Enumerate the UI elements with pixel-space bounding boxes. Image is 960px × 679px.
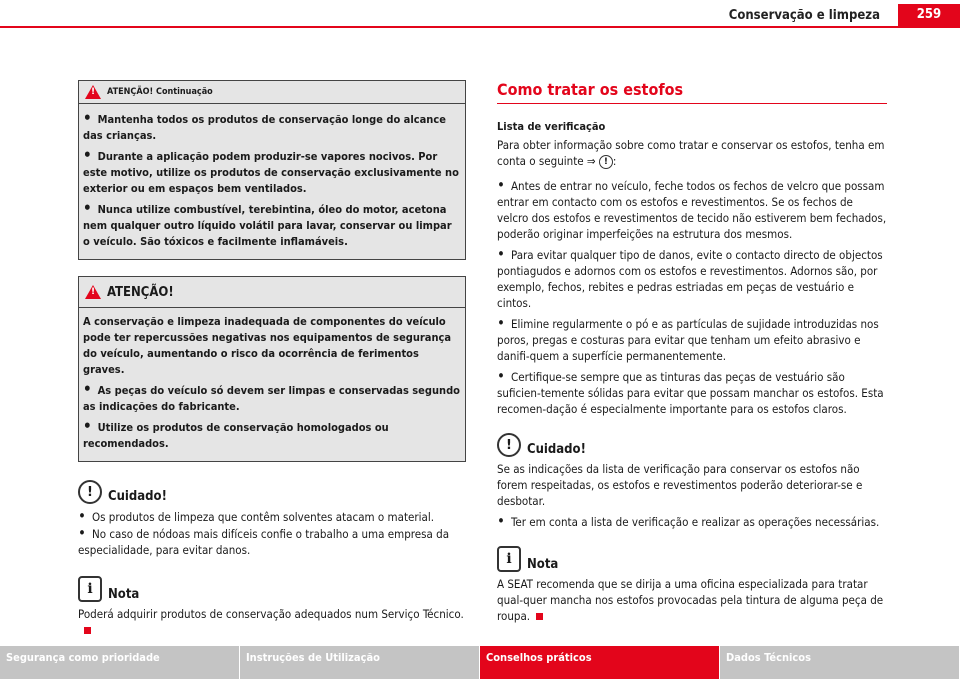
caution-block (497, 433, 887, 530)
caution-title: Cuidado! (527, 442, 586, 457)
caution-heading (78, 480, 466, 504)
warning-body (79, 308, 465, 461)
caution-title: Cuidado! (108, 489, 167, 504)
info-icon: i (78, 576, 102, 602)
warning-intro: A conservação e limpeza inadequada de componentes do veículo pode ter repercussões negativas nos equipamentos de segurança do veículo, aumentando o risco da ocorrência de ferimentos graves. (83, 315, 452, 376)
end-marker-icon (84, 627, 91, 634)
warning-item: • As peças do veículo só devem ser limpas e conservadas segundo as indicações do fabricante. (83, 381, 461, 415)
tab-seguranca[interactable]: Segurança como prioridade (0, 646, 240, 679)
caution-item: • Ter em conta a lista de verificação e realizar as operações necessárias. (497, 513, 887, 530)
checklist-item: • Antes de entrar no veículo, feche todos os fechos de velcro que possam entrar em contacto com os estofos e revestimentos. Se os fechos de velcro dos estofos e revestimentos de tecido não estiverem bem fechados, poderão originar imperfeições na estrutura dos mesmos. (497, 177, 887, 242)
page-number: 259 (898, 4, 960, 26)
note-block (497, 546, 887, 624)
warning-item: • Durante a aplicação podem produzir-se vapores nocivos. Por este motivo, utilize os produtos de conservação exclusivamente no exterior ou em espaços bem ventilados. (83, 147, 461, 197)
tab-instrucoes[interactable]: Instruções de Utilização (240, 646, 480, 679)
note-title: Nota (527, 557, 559, 572)
note-block (78, 576, 466, 638)
warning-item: • Mantenha todos os produtos de conservação longe do alcance das crianças. (83, 110, 461, 144)
warning-continued-title: ATENÇÃO! Continuação (107, 87, 213, 97)
tab-conselhos[interactable]: Conselhos práticos (480, 646, 720, 679)
reference-arrow: ⇒ (586, 154, 596, 168)
caution-item: • Os produtos de limpeza que contêm solventes atacam o material. (78, 508, 466, 525)
note-text: Poderá adquirir produtos de conservação adequados num Serviço Técnico. (78, 606, 466, 638)
note-heading (497, 546, 887, 572)
caution-heading (497, 433, 887, 457)
warning-continued-body (79, 104, 465, 259)
warning-item: • Utilize os produtos de conservação homologados ou recomendados. (83, 418, 461, 452)
intro-text: Para obter informação sobre como tratar e conservar os estofos, tenha em conta o seguinte ⇒ ! : (497, 138, 885, 168)
warning-continued-header (79, 81, 465, 104)
page-header-title: Conservação e limpeza (728, 8, 880, 23)
note-text: A SEAT recomenda que se dirija a uma oficina especializada para tratar qual-quer mancha nos estofos provocadas pela tintura de alguma peça de roupa. (497, 577, 884, 623)
header-rule (0, 26, 960, 28)
checklist-title: Lista de verificação (497, 120, 606, 133)
caution-ref-icon: ! (599, 155, 613, 169)
checklist-item: • Elimine regularmente o pó e as partículas de sujidade introduzidas nos poros, pregas e costuras para evitar que tenham um efeito abrasivo e danifi-quem a superfície permanentemente. (497, 315, 887, 364)
right-column (497, 80, 887, 624)
warning-header (79, 277, 465, 308)
caution-block (78, 480, 466, 558)
end-marker-icon (536, 613, 543, 620)
caution-item: • No caso de nódoas mais difíceis confie o trabalho a uma empresa da especialidade, para evitar danos. (78, 525, 466, 558)
caution-text: Se as indicações da lista de verificação para conservar os estofos não forem respeitadas, os estofos e revestimentos poderão deteriorar-se e desbotar. (497, 462, 863, 508)
checklist-item: • Para evitar qualquer tipo de danos, evite o contacto directo de objectos pontiagudos e adornos com os estofos e revestimentos. Adornos são, por exemplo, fechos, rebites e pedras estriadas em peças de vestuário e cintos. (497, 246, 887, 311)
caution-icon: ! (78, 480, 102, 504)
left-column (78, 80, 466, 638)
warning-triangle-icon (85, 285, 101, 299)
checklist-item: • Certifique-se sempre que as tinturas das peças de vestuário são suficien-temente sólidas para evitar que possam manchar os estofos. Esta recomen-dação é especialmente importante para os estofos claros. (497, 368, 887, 417)
warning-box (78, 276, 466, 462)
warning-triangle-icon (85, 85, 101, 99)
caution-icon: ! (497, 433, 521, 457)
info-icon: i (497, 546, 521, 572)
note-title: Nota (108, 587, 140, 602)
tab-dados-tecnicos[interactable]: Dados Técnicos (720, 646, 960, 679)
section-title: Como tratar os estofos (497, 80, 887, 104)
warning-title: ATENÇÃO! (107, 284, 174, 300)
warning-continued-box (78, 80, 466, 260)
note-heading (78, 576, 466, 602)
footer-nav (0, 646, 960, 679)
warning-item: • Nunca utilize combustível, terebintina, óleo do motor, acetona nem qualquer outro líquido volátil para lavar, conservar ou limpar o veículo. São tóxicos e facilmente inflamáveis. (83, 200, 461, 250)
